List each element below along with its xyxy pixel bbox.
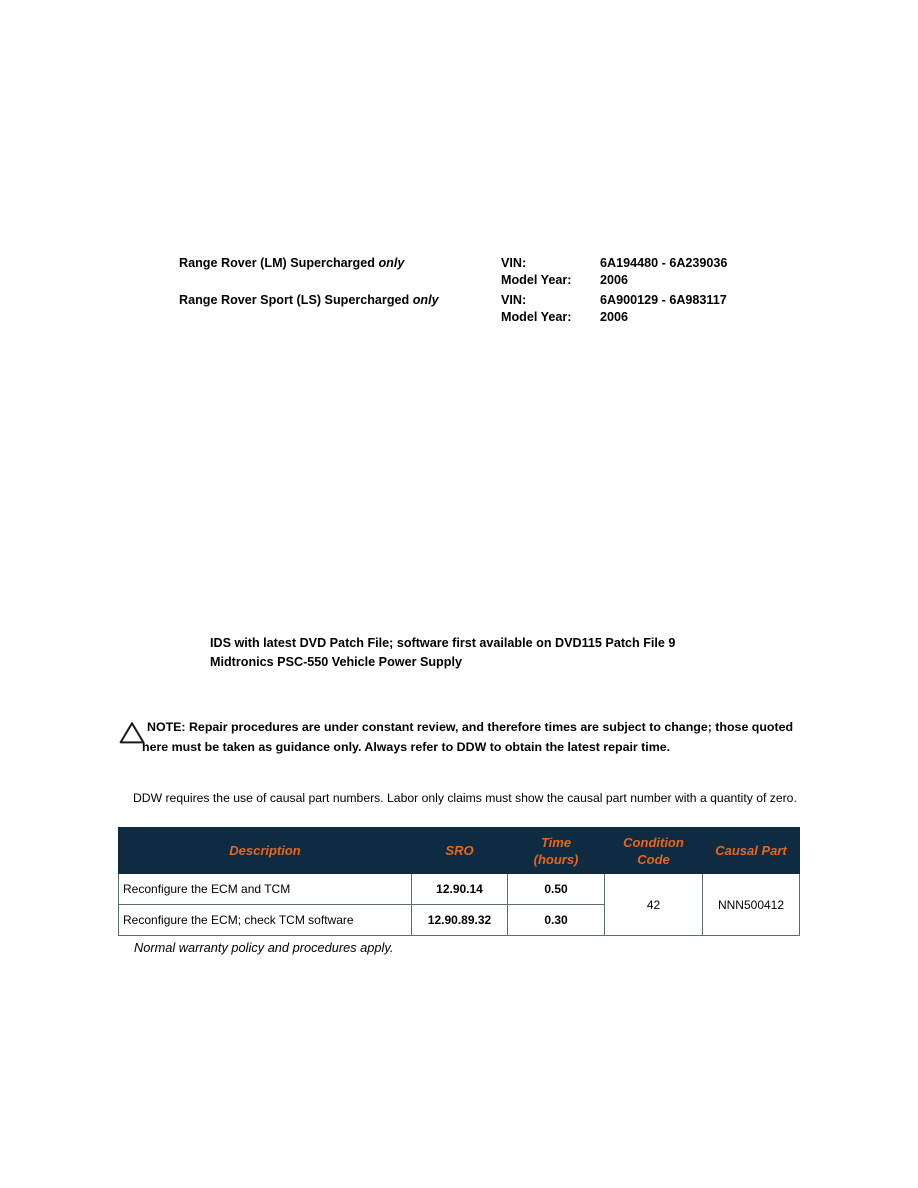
table-header-row <box>119 828 800 874</box>
cell-description: Reconfigure the ECM; check TCM software <box>119 905 412 936</box>
ddw-causal-part-paragraph: DDW requires the use of causal part numbers. Labor only claims must show the causal part number with a quantity of zero. <box>133 791 797 805</box>
vehicle-name <box>179 292 439 309</box>
vin-label: VIN: <box>501 293 527 307</box>
vehicle-name-text: Range Rover (LM) Supercharged <box>179 256 375 270</box>
vehicle-name-emphasis: only <box>412 293 439 307</box>
column-header-time-line2: (hours) <box>533 851 579 867</box>
vehicle-name-text: Range Rover Sport (LS) Supercharged <box>179 293 410 307</box>
cell-description: Reconfigure the ECM and TCM <box>119 874 412 905</box>
model-year-label: Model Year: <box>501 310 572 324</box>
cell-causal-part: NNN500412 <box>703 874 800 936</box>
cell-condition-code: 42 <box>605 874 703 936</box>
note-text: NOTE: Repair procedures are under constant review, and therefore times are subject to change; those quoted here must be taken as guidance only. Always refer to DDW to obtain the latest repair time. <box>142 720 794 754</box>
vehicle-applicability-block <box>179 255 799 329</box>
warning-triangle-icon <box>118 720 148 746</box>
vin-value: 6A194480 - 6A239036 <box>600 256 728 270</box>
column-header-condition-line1: Condition <box>623 834 684 850</box>
vehicle-name-emphasis: only <box>378 256 405 270</box>
model-year-label: Model Year: <box>501 273 572 287</box>
tool-item-power-supply: Midtronics PSC-550 Vehicle Power Supply <box>210 654 462 669</box>
column-header-condition-line2: Code <box>637 851 670 867</box>
column-header-causal-part: Causal Part <box>703 828 800 874</box>
cell-sro: 12.90.89.32 <box>412 905 508 936</box>
model-year-value: 2006 <box>600 273 629 287</box>
vehicle-row <box>179 255 799 292</box>
cell-sro: 12.90.14 <box>412 874 508 905</box>
column-header-sro: SRO <box>412 828 508 874</box>
cell-time: 0.50 <box>508 874 605 905</box>
column-header-time-line1: Time <box>540 834 572 850</box>
column-header-description: Description <box>119 828 412 874</box>
vin-label: VIN: <box>501 256 527 270</box>
column-header-condition-code <box>605 828 703 874</box>
warranty-policy-note: Normal warranty policy and procedures apply. <box>134 940 394 955</box>
vehicle-row <box>179 292 799 329</box>
column-header-time <box>508 828 605 874</box>
cell-time: 0.30 <box>508 905 605 936</box>
table-row <box>119 874 800 905</box>
model-year-value: 2006 <box>600 310 629 324</box>
vehicle-name <box>179 255 404 272</box>
table-header <box>119 828 800 874</box>
warranty-claims-table <box>118 827 800 936</box>
tools-and-equipment-block <box>210 634 850 671</box>
note-callout <box>118 718 808 757</box>
tool-item-ids: IDS with latest DVD Patch File; software first available on DVD115 Patch File 9 <box>210 636 676 650</box>
table-body <box>119 874 800 936</box>
vin-value: 6A900129 - 6A983117 <box>600 293 727 307</box>
